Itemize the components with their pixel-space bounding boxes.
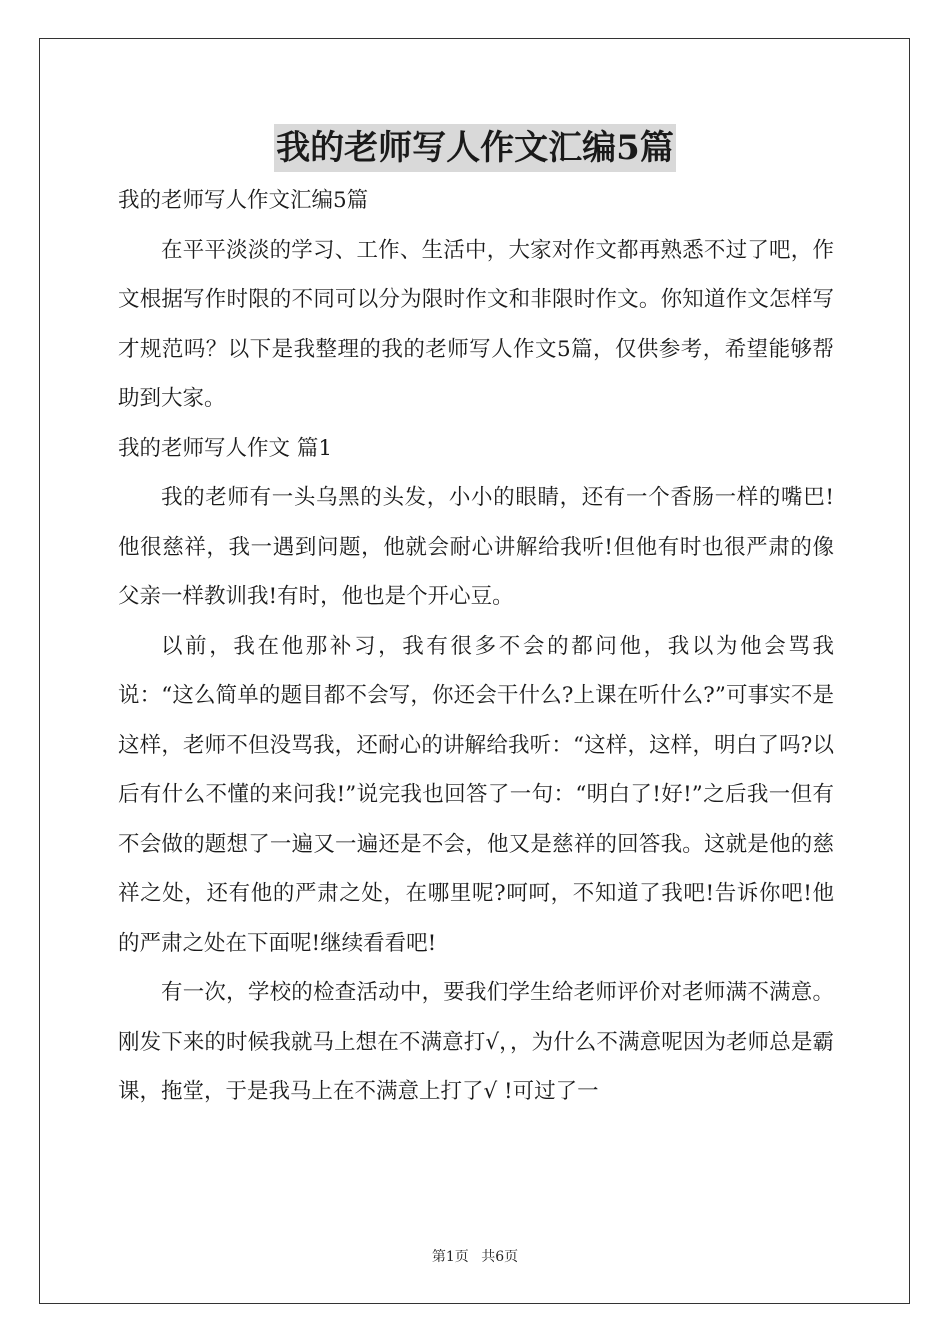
body-paragraph: 有一次，学校的检查活动中，要我们学生给老师评价对老师满不满意。刚发下来的时候我就马上想在不满意打√，，为什么不满意呢因为老师总是霸课，拖堂，于是我马上在不满意上打了√ !可过了一 xyxy=(118,980,834,1104)
page-footer xyxy=(0,1246,950,1266)
page-total: 共6页 xyxy=(481,1249,519,1265)
page-number: 第1页 xyxy=(431,1249,469,1265)
body-paragraph: 以前，我在他那补习，我有很多不会的都问他，我以为他会骂我说：“这么简单的题目都不会写，你还会干什么?上课在听什么?”可事实不是这样，老师不但没骂我，还耐心的讲解给我听：“这样，这样，明白了吗?以后有什么不懂的来问我!”说完我也回答了一句：“明白了!好!”之后我一但有不会做的题想了一遍又一遍还是不会，他又是慈祥的回答我。这就是他的慈祥之处，还有他的严肃之处，在哪里呢?呵呵，不知道了我吧!告诉你吧!他的严肃之处在下面呢!继续看看吧! xyxy=(118,633,834,956)
title-container xyxy=(0,124,950,172)
section-heading: 我的老师写人作文汇编5篇 xyxy=(118,188,369,213)
document-body xyxy=(118,176,834,1117)
body-paragraph: 在平平淡淡的学习、工作、生活中，大家对作文都再熟悉不过了吧，作文根据写作时限的不同可以分为限时作文和非限时作文。你知道作文怎样写才规范吗？以下是我整理的我的老师写人作文5篇，仅供参考，希望能够帮助到大家。 xyxy=(118,237,834,411)
document-title: 我的老师写人作文汇编5篇 xyxy=(274,124,676,172)
section-heading: 我的老师写人作文 篇1 xyxy=(118,435,333,461)
body-paragraph: 我的老师有一头乌黑的头发，小小的眼睛，还有一个香肠一样的嘴巴!他很慈祥，我一遇到问题，他就会耐心讲解给我听!但他有时也很严肃的像父亲一样教训我!有时，他也是个开心豆。 xyxy=(118,485,834,609)
